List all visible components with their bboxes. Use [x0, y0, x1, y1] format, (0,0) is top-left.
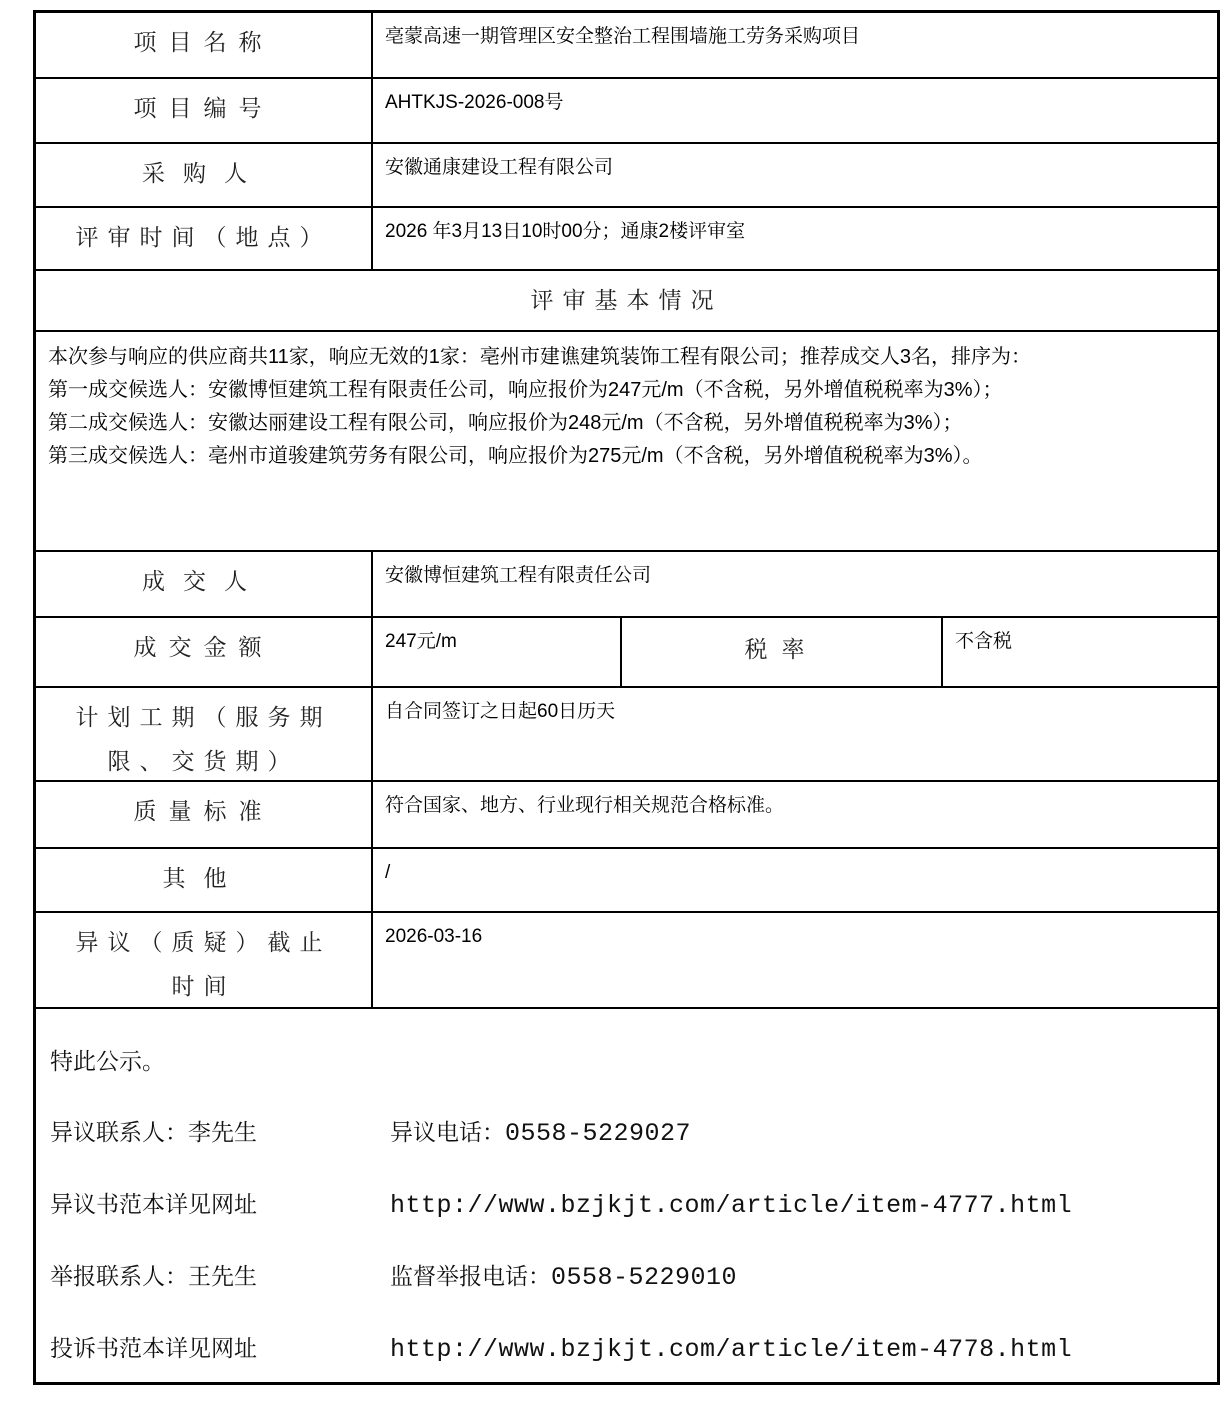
purchaser-row [36, 144, 1217, 208]
project-number-row [36, 79, 1217, 144]
report-phone [390, 1262, 1203, 1293]
report-contact-label: 举报联系人：王先生 [50, 1264, 257, 1289]
schedule-label: 计划工期（服务期限、交货期） [36, 688, 373, 780]
project-name-row [36, 13, 1217, 79]
quality-standard-label: 质量标准 [36, 782, 373, 847]
objection-phone-label: 异议电话： [390, 1120, 505, 1145]
review-summary-line: 第三成交候选人：亳州市道骏建筑劳务有限公司，响应报价为275元/m（不含税，另外增值税税率为3%）。 [48, 445, 983, 467]
footer-content [36, 1009, 1217, 1382]
project-name-label: 项目名称 [36, 13, 373, 77]
public-notice-text: 特此公示。 [50, 1049, 165, 1074]
objection-template-label: 异议书范本详见网址 [50, 1192, 257, 1217]
schedule-row [36, 688, 1217, 782]
project-name-value: 亳蒙高速一期管理区安全整治工程围墙施工劳务采购项目 [385, 26, 861, 47]
review-section-header: 评审基本情况 [530, 288, 723, 313]
review-time-row [36, 208, 1217, 271]
objection-deadline-value: 2026-03-16 [385, 926, 483, 947]
review-section-header-row [36, 271, 1217, 332]
other-value: / [385, 862, 391, 883]
complaint-template-url-wrap [390, 1334, 1203, 1365]
footer-row [36, 1009, 1217, 1382]
complaint-template-url: http://www.bzjkjt.com/article/item-4778.html [390, 1335, 1073, 1364]
amount-value: 247元/m [373, 618, 622, 686]
objection-contact-line [50, 1118, 1203, 1149]
tax-rate-value: 不含税 [955, 631, 1013, 652]
complaint-template-line [50, 1334, 1203, 1365]
complaint-template-label: 投诉书范本详见网址 [50, 1336, 257, 1361]
review-summary-line: 第二成交候选人：安徽达丽建设工程有限公司，响应报价为248元/m（不含税，另外增值税税率为3%）； [48, 412, 963, 434]
objection-phone-number: 0558-5229027 [505, 1119, 692, 1148]
purchaser-label: 采购人 [36, 144, 373, 206]
objection-contact-label: 异议联系人：李先生 [50, 1120, 257, 1145]
amount-label: 成交金额 [36, 618, 373, 686]
project-number-label: 项目编号 [36, 79, 373, 142]
project-number-value: AHTKJS-2026-008号 [385, 92, 564, 113]
tax-rate-label: 税率 [622, 618, 943, 686]
objection-template-line [50, 1190, 1203, 1221]
review-time-value: 2026 年3月13日10时00分；通康2楼评审室 [385, 221, 746, 242]
review-summary-text [36, 332, 1217, 550]
review-time-label: 评审时间（地点） [36, 208, 373, 269]
objection-template-url-wrap [390, 1190, 1203, 1221]
other-row [36, 849, 1217, 913]
objection-phone [390, 1118, 1203, 1149]
schedule-value: 自合同签订之日起60日历天 [385, 701, 616, 722]
report-contact-line [50, 1262, 1203, 1293]
procurement-result-table [33, 10, 1220, 1385]
review-summary-row [36, 332, 1217, 552]
amount-row [36, 618, 1217, 688]
purchaser-value: 安徽通康建设工程有限公司 [385, 157, 614, 178]
other-label: 其他 [36, 849, 373, 911]
quality-standard-row [36, 782, 1217, 849]
report-phone-label: 监督举报电话： [390, 1264, 551, 1289]
objection-deadline-label: 异议（质疑）截止时间 [36, 913, 373, 1007]
winner-value: 安徽博恒建筑工程有限责任公司 [385, 565, 652, 586]
objection-deadline-row [36, 913, 1217, 1009]
review-summary-line: 第一成交候选人：安徽博恒建筑工程有限责任公司，响应报价为247元/m（不含税，另外增值税税率为3%）； [48, 379, 1003, 401]
quality-standard-value: 符合国家、地方、行业现行相关规范合格标准。 [385, 795, 785, 816]
report-phone-number: 0558-5229010 [551, 1263, 738, 1292]
objection-template-url: http://www.bzjkjt.com/article/item-4777.html [390, 1191, 1073, 1220]
review-summary-line: 本次参与响应的供应商共11家，响应无效的1家：亳州市建谯建筑装饰工程有限公司；推荐成交人3名，排序为： [48, 346, 1032, 368]
winner-row [36, 552, 1217, 618]
winner-label: 成交人 [36, 552, 373, 616]
